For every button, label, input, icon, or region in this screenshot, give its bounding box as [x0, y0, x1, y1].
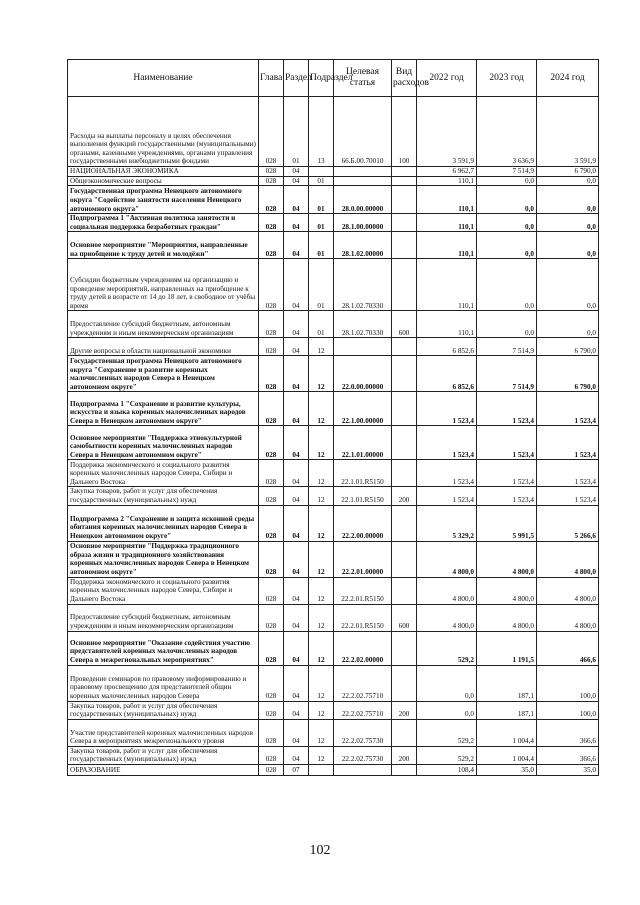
cell-glava: 028: [259, 214, 284, 232]
cell-vid: [392, 176, 417, 186]
header-2024: 2024 год: [537, 60, 599, 97]
cell-glava: 028: [259, 487, 284, 505]
cell-2024: 1 523,4: [537, 392, 599, 426]
cell-name: Предоставление субсидий бюджетным, автономным учреждениям и иным некоммерческим организациям: [68, 604, 259, 631]
cell-glava: 028: [259, 232, 284, 259]
header-2023: 2023 год: [477, 60, 537, 97]
cell-2024: 6 790,0: [537, 356, 599, 392]
cell-name: Расходы на выплаты персоналу в целях обеспечения выполнения функций государственными (муниципальными) органами, казенными учреждениями, органами управления государственными внебюджетными фондами: [68, 97, 259, 167]
cell-podrazdel: 12: [309, 719, 334, 746]
cell-razdel: 04: [284, 577, 309, 604]
table-header-row: [68, 60, 599, 97]
cell-target: 22.0.00.00000: [334, 356, 392, 392]
cell-2024: 0,0: [537, 311, 599, 338]
cell-2022: 529,2: [417, 746, 477, 764]
table-row: [68, 97, 599, 167]
cell-2023: 5 991,5: [477, 505, 537, 541]
cell-name: Основное мероприятие "Поддержка этнокультурной самобытности коренных малочисленных народов Севера в Ненецком автономном округе": [68, 426, 259, 460]
cell-glava: 028: [259, 392, 284, 426]
cell-2022: 1 523,4: [417, 487, 477, 505]
cell-vid: [392, 719, 417, 746]
cell-2024: 1 523,4: [537, 426, 599, 460]
page-number: 102: [309, 843, 331, 858]
header-2022: 2022 год: [417, 60, 477, 97]
cell-vid: [392, 186, 417, 214]
cell-vid: 200: [392, 701, 417, 719]
cell-2022: 110,1: [417, 186, 477, 214]
cell-razdel: 04: [284, 356, 309, 392]
cell-2023: 0,0: [477, 259, 537, 311]
cell-vid: [392, 338, 417, 356]
cell-name: Подпрограмма 1 "Активная политика занятости и социальная поддержка безработных граждан": [68, 214, 259, 232]
cell-target: 28.1.02.00000: [334, 232, 392, 259]
cell-podrazdel: 13: [309, 97, 334, 167]
cell-podrazdel: 12: [309, 460, 334, 487]
cell-glava: 028: [259, 186, 284, 214]
cell-2024: 1 523,4: [537, 460, 599, 487]
cell-target: [334, 176, 392, 186]
cell-2022: 110,1: [417, 311, 477, 338]
cell-2022: 529,2: [417, 719, 477, 746]
cell-2022: 0,0: [417, 665, 477, 701]
table-row: [68, 487, 599, 505]
cell-vid: 100: [392, 97, 417, 167]
cell-2023: 0,0: [477, 214, 537, 232]
cell-target: 22.2.02.75730: [334, 719, 392, 746]
cell-razdel: 04: [284, 259, 309, 311]
cell-2023: 4 800,0: [477, 541, 537, 577]
table-row: [68, 604, 599, 631]
cell-glava: 028: [259, 460, 284, 487]
cell-vid: [392, 764, 417, 775]
cell-razdel: 04: [284, 701, 309, 719]
table-row: [68, 214, 599, 232]
cell-target: 22.2.02.75730: [334, 746, 392, 764]
table-body: [68, 97, 599, 776]
cell-glava: 028: [259, 97, 284, 167]
cell-target: 66.Б.00.70010: [334, 97, 392, 167]
cell-target: 22.1.01.R5150: [334, 460, 392, 487]
cell-2023: 3 636,9: [477, 97, 537, 167]
cell-vid: [392, 232, 417, 259]
cell-2022: 529,2: [417, 631, 477, 665]
cell-target: 22.1.01.R5150: [334, 487, 392, 505]
cell-2022: 3 591,9: [417, 97, 477, 167]
cell-2023: 1 523,4: [477, 487, 537, 505]
table-row: [68, 665, 599, 701]
table-row: [68, 577, 599, 604]
cell-razdel: 04: [284, 214, 309, 232]
cell-target: [334, 338, 392, 356]
cell-razdel: 04: [284, 426, 309, 460]
cell-name: Государственная программа Ненецкого автономного округа "Сохранение и развитие коренных малочисленных народов Севера в Ненецком автономном округе": [68, 356, 259, 392]
cell-razdel: 04: [284, 311, 309, 338]
cell-vid: [392, 426, 417, 460]
cell-name: Подпрограмма 2 "Сохранение и защита исконной среды обитания коренных малочисленных народов Севера в Ненецком автономном округе": [68, 505, 259, 541]
cell-2024: 4 800,0: [537, 541, 599, 577]
cell-2022: 4 800,0: [417, 577, 477, 604]
cell-podrazdel: 12: [309, 356, 334, 392]
cell-2022: 6 852,6: [417, 356, 477, 392]
cell-name: Закупка товаров, работ и услуг для обеспечения государственных (муниципальных) нужд: [68, 701, 259, 719]
cell-2023: 0,0: [477, 176, 537, 186]
cell-2022: 110,1: [417, 259, 477, 311]
cell-vid: 600: [392, 311, 417, 338]
cell-podrazdel: 01: [309, 176, 334, 186]
cell-2024: 35,0: [537, 764, 599, 775]
table-row: [68, 356, 599, 392]
cell-razdel: 04: [284, 392, 309, 426]
cell-podrazdel: 12: [309, 541, 334, 577]
cell-glava: 028: [259, 426, 284, 460]
cell-glava: 028: [259, 631, 284, 665]
cell-vid: [392, 460, 417, 487]
cell-glava: 028: [259, 764, 284, 775]
cell-target: 28.1.00.00000: [334, 214, 392, 232]
cell-podrazdel: 12: [309, 505, 334, 541]
cell-name: Общеэкономические вопросы: [68, 176, 259, 186]
cell-razdel: 04: [284, 631, 309, 665]
cell-target: 22.2.01.00000: [334, 541, 392, 577]
table-row: [68, 426, 599, 460]
cell-razdel: 04: [284, 487, 309, 505]
cell-glava: 028: [259, 701, 284, 719]
cell-glava: 028: [259, 746, 284, 764]
header-podrazdel: Подраздел: [309, 60, 334, 97]
table-row: [68, 176, 599, 186]
table-row: [68, 719, 599, 746]
table-row: [68, 460, 599, 487]
cell-2023: 1 004,4: [477, 746, 537, 764]
cell-glava: 028: [259, 356, 284, 392]
cell-glava: 028: [259, 719, 284, 746]
cell-2023: 0,0: [477, 232, 537, 259]
cell-name: Предоставление субсидий бюджетным, автономным учреждениям и иным некоммерческим организациям: [68, 311, 259, 338]
cell-glava: 028: [259, 505, 284, 541]
cell-podrazdel: 12: [309, 604, 334, 631]
cell-2023: 35,0: [477, 764, 537, 775]
cell-target: [334, 167, 392, 177]
header-razdel: Раздел: [284, 60, 309, 97]
cell-2024: 366,6: [537, 746, 599, 764]
cell-razdel: 04: [284, 460, 309, 487]
cell-glava: 028: [259, 665, 284, 701]
cell-podrazdel: 12: [309, 487, 334, 505]
cell-2024: 6 790,0: [537, 167, 599, 177]
cell-target: 22.1.01.00000: [334, 426, 392, 460]
cell-razdel: 04: [284, 541, 309, 577]
cell-podrazdel: 12: [309, 426, 334, 460]
cell-target: [334, 764, 392, 775]
cell-2024: 0,0: [537, 259, 599, 311]
cell-2024: 0,0: [537, 186, 599, 214]
cell-2024: 0,0: [537, 232, 599, 259]
cell-podrazdel: 01: [309, 214, 334, 232]
cell-2023: 4 800,0: [477, 604, 537, 631]
cell-2023: 7 514,9: [477, 167, 537, 177]
cell-2022: 5 329,2: [417, 505, 477, 541]
cell-podrazdel: 12: [309, 701, 334, 719]
cell-vid: [392, 631, 417, 665]
cell-2024: 366,6: [537, 719, 599, 746]
cell-podrazdel: 01: [309, 232, 334, 259]
cell-podrazdel: 01: [309, 186, 334, 214]
cell-podrazdel: [309, 167, 334, 177]
cell-2024: 6 790,0: [537, 338, 599, 356]
cell-podrazdel: 01: [309, 311, 334, 338]
header-name: Наименование: [68, 60, 259, 97]
cell-target: 22.2.00.00000: [334, 505, 392, 541]
cell-2024: 466,6: [537, 631, 599, 665]
table-row: [68, 764, 599, 775]
cell-razdel: 04: [284, 338, 309, 356]
cell-2022: 0,0: [417, 701, 477, 719]
cell-vid: [392, 541, 417, 577]
cell-2024: 3 591,9: [537, 97, 599, 167]
cell-vid: [392, 167, 417, 177]
cell-glava: 028: [259, 604, 284, 631]
cell-2023: 7 514,9: [477, 338, 537, 356]
cell-podrazdel: 12: [309, 631, 334, 665]
cell-name: Закупка товаров, работ и услуг для обеспечения государственных (муниципальных) нужд: [68, 487, 259, 505]
cell-vid: [392, 392, 417, 426]
table-row: [68, 167, 599, 177]
cell-2024: 4 800,0: [537, 577, 599, 604]
cell-2023: 187,1: [477, 701, 537, 719]
cell-razdel: 04: [284, 719, 309, 746]
cell-razdel: 04: [284, 232, 309, 259]
cell-podrazdel: 12: [309, 665, 334, 701]
cell-2024: 1 523,4: [537, 487, 599, 505]
cell-name: ОБРАЗОВАНИЕ: [68, 764, 259, 775]
table-row: [68, 746, 599, 764]
cell-target: 28.1.02.70330: [334, 311, 392, 338]
cell-name: Проведение семинаров по правовому информированию и правовому просвещению для представителей общин коренных малочисленных народов Севера: [68, 665, 259, 701]
cell-razdel: 04: [284, 167, 309, 177]
cell-target: 28.1.02.70330: [334, 259, 392, 311]
cell-name: Основное мероприятие "Оказание содействия участию представителей коренных малочисленных народов Севера в межрегиональных мероприятиях": [68, 631, 259, 665]
table-row: [68, 392, 599, 426]
cell-2022: 6 962,7: [417, 167, 477, 177]
cell-vid: [392, 505, 417, 541]
cell-2022: 108,4: [417, 764, 477, 775]
table-row: [68, 338, 599, 356]
cell-2022: 1 523,4: [417, 426, 477, 460]
cell-2023: 0,0: [477, 186, 537, 214]
cell-2024: 0,0: [537, 214, 599, 232]
table-row: [68, 631, 599, 665]
cell-2022: 110,1: [417, 232, 477, 259]
table-row: [68, 259, 599, 311]
cell-2023: 1 523,4: [477, 392, 537, 426]
cell-razdel: 04: [284, 665, 309, 701]
header-glava: Глава: [259, 60, 284, 97]
cell-name: Участие представителей коренных малочисленных народов Севера в мероприятиях межрегионального уровня: [68, 719, 259, 746]
cell-glava: 028: [259, 176, 284, 186]
cell-name: Подпрограмма 1 "Сохранение и развитие культуры, искусства и языка коренных малочисленных народов Севера в Ненецком автономном округе": [68, 392, 259, 426]
cell-target: 22.2.02.00000: [334, 631, 392, 665]
cell-name: Государственная программа Ненецкого автономного округа "Содействие занятости населения Ненецкого автономного округа": [68, 186, 259, 214]
cell-2023: 187,1: [477, 665, 537, 701]
table-row: [68, 311, 599, 338]
cell-2022: 110,1: [417, 176, 477, 186]
cell-razdel: 04: [284, 746, 309, 764]
cell-name: Закупка товаров, работ и услуг для обеспечения государственных (муниципальных) нужд: [68, 746, 259, 764]
cell-target: 22.1.00.00000: [334, 392, 392, 426]
cell-vid: [392, 259, 417, 311]
cell-glava: 028: [259, 311, 284, 338]
cell-2023: 1 523,4: [477, 460, 537, 487]
cell-2022: 6 852,6: [417, 338, 477, 356]
cell-2023: 1 523,4: [477, 426, 537, 460]
cell-vid: [392, 577, 417, 604]
cell-name: НАЦИОНАЛЬНАЯ ЭКОНОМИКА: [68, 167, 259, 177]
cell-name: Поддержка экономического и социального развития коренных малочисленных народов Севера, Сибири и Дальнего Востока: [68, 577, 259, 604]
cell-vid: [392, 665, 417, 701]
cell-2023: 7 514,9: [477, 356, 537, 392]
table-row: [68, 505, 599, 541]
cell-vid: [392, 356, 417, 392]
cell-target: 28.0.00.00000: [334, 186, 392, 214]
cell-razdel: 07: [284, 764, 309, 775]
cell-name: Поддержка экономического и социального развития коренных малочисленных народов Севера, Сибири и Дальнего Востока: [68, 460, 259, 487]
cell-podrazdel: 12: [309, 746, 334, 764]
cell-glava: 028: [259, 167, 284, 177]
cell-target: 22.2.01.R5150: [334, 604, 392, 631]
table-row: [68, 186, 599, 214]
cell-2022: 1 523,4: [417, 460, 477, 487]
cell-razdel: 04: [284, 186, 309, 214]
cell-2022: 1 523,4: [417, 392, 477, 426]
cell-target: 22.2.02.75710: [334, 701, 392, 719]
cell-glava: 028: [259, 338, 284, 356]
cell-podrazdel: 12: [309, 338, 334, 356]
header-vid: Вид расходов: [392, 60, 417, 97]
cell-2022: 4 800,0: [417, 541, 477, 577]
cell-2024: 5 266,6: [537, 505, 599, 541]
table-row: [68, 541, 599, 577]
cell-glava: 028: [259, 259, 284, 311]
cell-name: Субсидии бюджетным учреждениям на организацию и проведение мероприятий, направленных на приобщение к труду детей в возрасте от 14 до 18 лет, в свободное от учёбы время: [68, 259, 259, 311]
cell-name: Основное мероприятие "Мероприятия, направленные на приобщение к труду детей и молодёжи": [68, 232, 259, 259]
cell-2023: 0,0: [477, 311, 537, 338]
cell-2024: 4 800,0: [537, 604, 599, 631]
header-target: Целевая статья: [334, 60, 392, 97]
cell-podrazdel: 01: [309, 259, 334, 311]
cell-podrazdel: 12: [309, 392, 334, 426]
cell-2023: 1 004,4: [477, 719, 537, 746]
cell-2022: 110,1: [417, 214, 477, 232]
cell-name: Другие вопросы в области национальной экономики: [68, 338, 259, 356]
cell-vid: 200: [392, 746, 417, 764]
cell-glava: 028: [259, 541, 284, 577]
cell-2023: 4 800,0: [477, 577, 537, 604]
cell-vid: 200: [392, 487, 417, 505]
cell-vid: 600: [392, 604, 417, 631]
cell-podrazdel: [309, 764, 334, 775]
cell-name: Основное мероприятие "Поддержка традиционного образа жизни и традиционного хозяйствования коренных малочисленных народов Севера в Ненецком автономном округе": [68, 541, 259, 577]
cell-2024: 0,0: [537, 176, 599, 186]
cell-razdel: 04: [284, 505, 309, 541]
cell-target: 22.2.02.75710: [334, 665, 392, 701]
cell-razdel: 04: [284, 176, 309, 186]
cell-vid: [392, 214, 417, 232]
table-row: [68, 701, 599, 719]
cell-razdel: 04: [284, 604, 309, 631]
cell-razdel: 01: [284, 97, 309, 167]
cell-podrazdel: 12: [309, 577, 334, 604]
budget-table: [67, 59, 599, 776]
cell-target: 22.2.01.R5150: [334, 577, 392, 604]
cell-glava: 028: [259, 577, 284, 604]
cell-2023: 1 191,5: [477, 631, 537, 665]
cell-2024: 100,0: [537, 701, 599, 719]
cell-2024: 100,0: [537, 665, 599, 701]
table-row: [68, 232, 599, 259]
cell-2022: 4 800,0: [417, 604, 477, 631]
